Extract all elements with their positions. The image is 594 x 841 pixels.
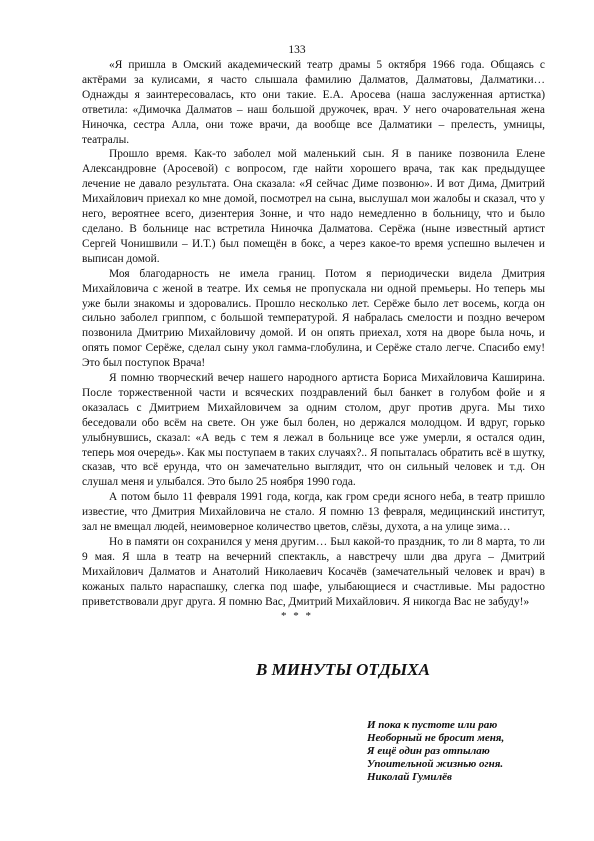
paragraph: Но в памяти он сохранился у меня другим… Был какой-то праздник, то ли 8 марта, то ли 9 мая. Я шла в театр на вечерний спектакль, а навстречу шли два друга – Дмитрий Михайлович Далматов и Анатолий Николаевич Косачёв (замечательный человек и врач) в кожаных пальто нараспашку, слегка под шафе, улыбающиеся и счастливые. Мы радостно приветствовали друг друга. Я помню Вас, Дмитрий Михайлович. Я никогда Вас не забуду!» — [82, 536, 545, 608]
paragraph: А потом было 11 февраля 1991 года, когда, как гром среди ясного неба, в театр пришло известие, что Дмитрия Михайловича не стало. Я помню 13 февраля, медицинский институт, зал не вмещал людей, неимоверное количество цветов, слёзы, духота, а на улице зима… — [82, 491, 545, 534]
paragraph: Прошло время. Как-то заболел мой маленький сын. Я в панике позвонила Елене Александровне (Аросевой) с вопросом, где найти хорошего врача, так как предыдущее лечение не давало результата. Она сказала: «Я сейчас Диме позвоню». И вот Дима, Дмитрий Михайлович приехал ко мне домой, посмотрел на сына, выслушал мои жалобы и сказал, что у него, вероятнее всего, дизентерия Зонне, и что надо немедленно в больницу, что и было сделано. В больнице нас встретила Ниночка Далматова. Серёжа (ныне известный артист Сергей Чонишвили – И.Т.) был помещён в бокс, а через какое-то время успешно вылечен и выписан домой. — [82, 148, 545, 265]
memoir-text — [82, 58, 545, 610]
poem-line: Я ещё один раз отпылаю — [367, 745, 490, 758]
poem-line: Необорный не бросит меня, — [367, 732, 505, 745]
paragraph: Моя благодарность не имела границ. Потом я периодически видела Дмитрия Михайловича с женой в театре. Их семья не пропускала ни одной премьеры. Но теперь мы уже были знакомы и здоровались. Прошло несколько лет. Серёже было лет восемь, когда он сильно заболел гриппом, с большой температурой. Я набралась смелости и поздно вечером позвонила Дмитрию Михайловичу домой. И он опять приехал, хотя на дворе была ночь, и опять помог Серёже, сделал сыну укол гамма-глобулина, и Серёже стало легче. Спасибо ему! Это был поступок Врача! — [82, 267, 545, 370]
poem-line: Упоительной жизнью огня. — [367, 758, 504, 771]
section-title: В МИНУТЫ ОТДЫХА — [256, 660, 430, 679]
paragraph: «Я пришла в Омский академический театр драмы 5 октября 1966 года. Общаясь с актёрами за кулисами, я часто слышала фамилию Далматов, Далматовы, Далматики… Однажды я заинтересовалась, кто они такие. Е.А. Аросева (наша заслуженная артистка) ответила: «Димочка Далматов – наш большой дружочек, врач. У него очаровательная жена Ниночка, сестра Алла, они тоже врачи, да вообще все Далматики – прелесть, умницы, театралы. — [82, 59, 545, 146]
paragraph: Я помню творческий вечер нашего народного артиста Бориса Михайловича Каширина. После торжественной части и всяческих поздравлений был банкет в голубом фойе и я оказалась с Дмитрием Михайловичем за одним столом, друг против друга. Мы тихо беседовали обо всём на свете. Он уже был болен, но держался молодцом. И вдруг, горько улыбнувшись, сказал: «А ведь с тем я лежал в больнице все уже умерли, я остался один, теперь моя очередь». Как мы поступаем в таких случаях?.. Я попыталась обратить всё в шутку, сказав, что всё ерунда, что он замечательно выглядит, что он сильный человек и т.д. Он слушал меня и улыбался. Это было 25 ноября 1990 года. — [82, 372, 545, 489]
poem-line: И пока к пустоте или раю — [367, 719, 498, 731]
poem-author: Николай Гумилёв — [367, 771, 452, 784]
page-number: 133 — [288, 44, 306, 56]
epigraph-poem — [367, 719, 504, 784]
section-separator: * * * — [281, 610, 313, 622]
